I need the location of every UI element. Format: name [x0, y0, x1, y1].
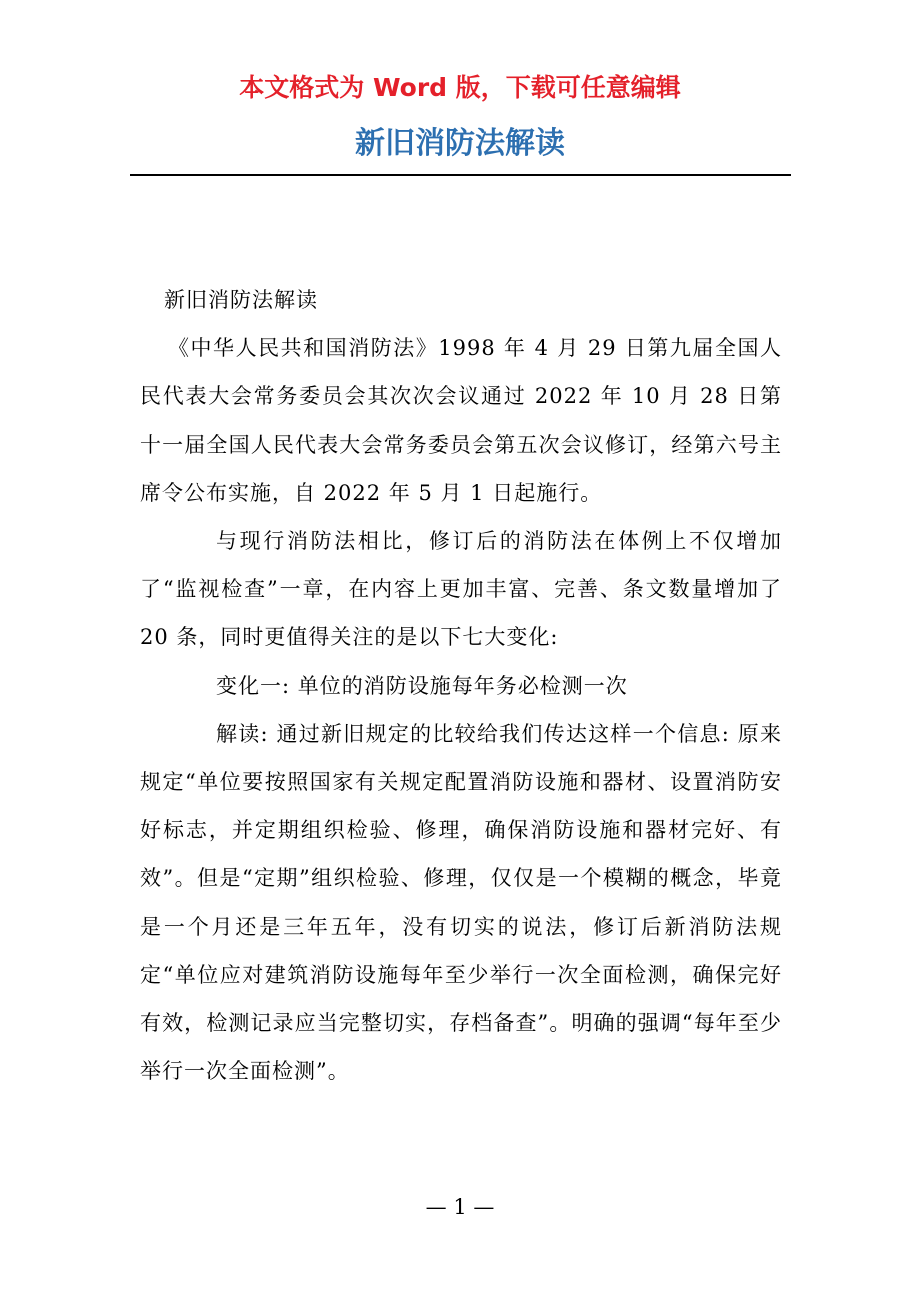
header-divider	[130, 174, 791, 176]
paragraph-change-one: 变化一: 单位的消防设施每年务必检测一次	[216, 673, 628, 698]
body-heading: 新旧消防法解读	[164, 288, 318, 312]
paragraph-law-history: 《中华人民共和国消防法》1998 年 4 月 29 日第九届全国人民代表大会常务委员会其次次会议通过 2022 年 10 月 28 日第十一届全国人民代表大会常务委员会第五次会议修订，经第六号主席令公布实施，自 2022 年 5 月 1 日起施行。	[140, 336, 782, 505]
document-body	[140, 276, 782, 1095]
format-notice: 本文格式为 Word 版，下载可任意编辑	[239, 73, 681, 102]
page-number: — 1 —	[425, 1195, 495, 1219]
paragraph-comparison: 与现行消防法相比，修订后的消防法在体例上不仅增加了“监视检查”一章，在内容上更加丰富、完善、条文数量增加了 20 条，同时更值得关注的是以下七大变化:	[140, 529, 782, 650]
paragraph-interpretation: 解读: 通过新旧规定的比较给我们传达这样一个信息: 原来规定“单位要按照国家有关规定配置消防设施和器材、设置消防安好标志，并定期组织检验、修理，确保消防设施和器材完好、有效”。但是“定期”组织检验、修理，仅仅是一个模糊的概念，毕竟是一个月还是三年五年，没有切实的说法，修订后新消防法规定“单位应对建筑消防设施每年至少举行一次全面检测，确保完好有效，检测记录应当完整切实，存档备查”。明确的强调“每年至少举行一次全面检测”。	[140, 721, 782, 1084]
document-title: 新旧消防法解读	[355, 126, 565, 161]
